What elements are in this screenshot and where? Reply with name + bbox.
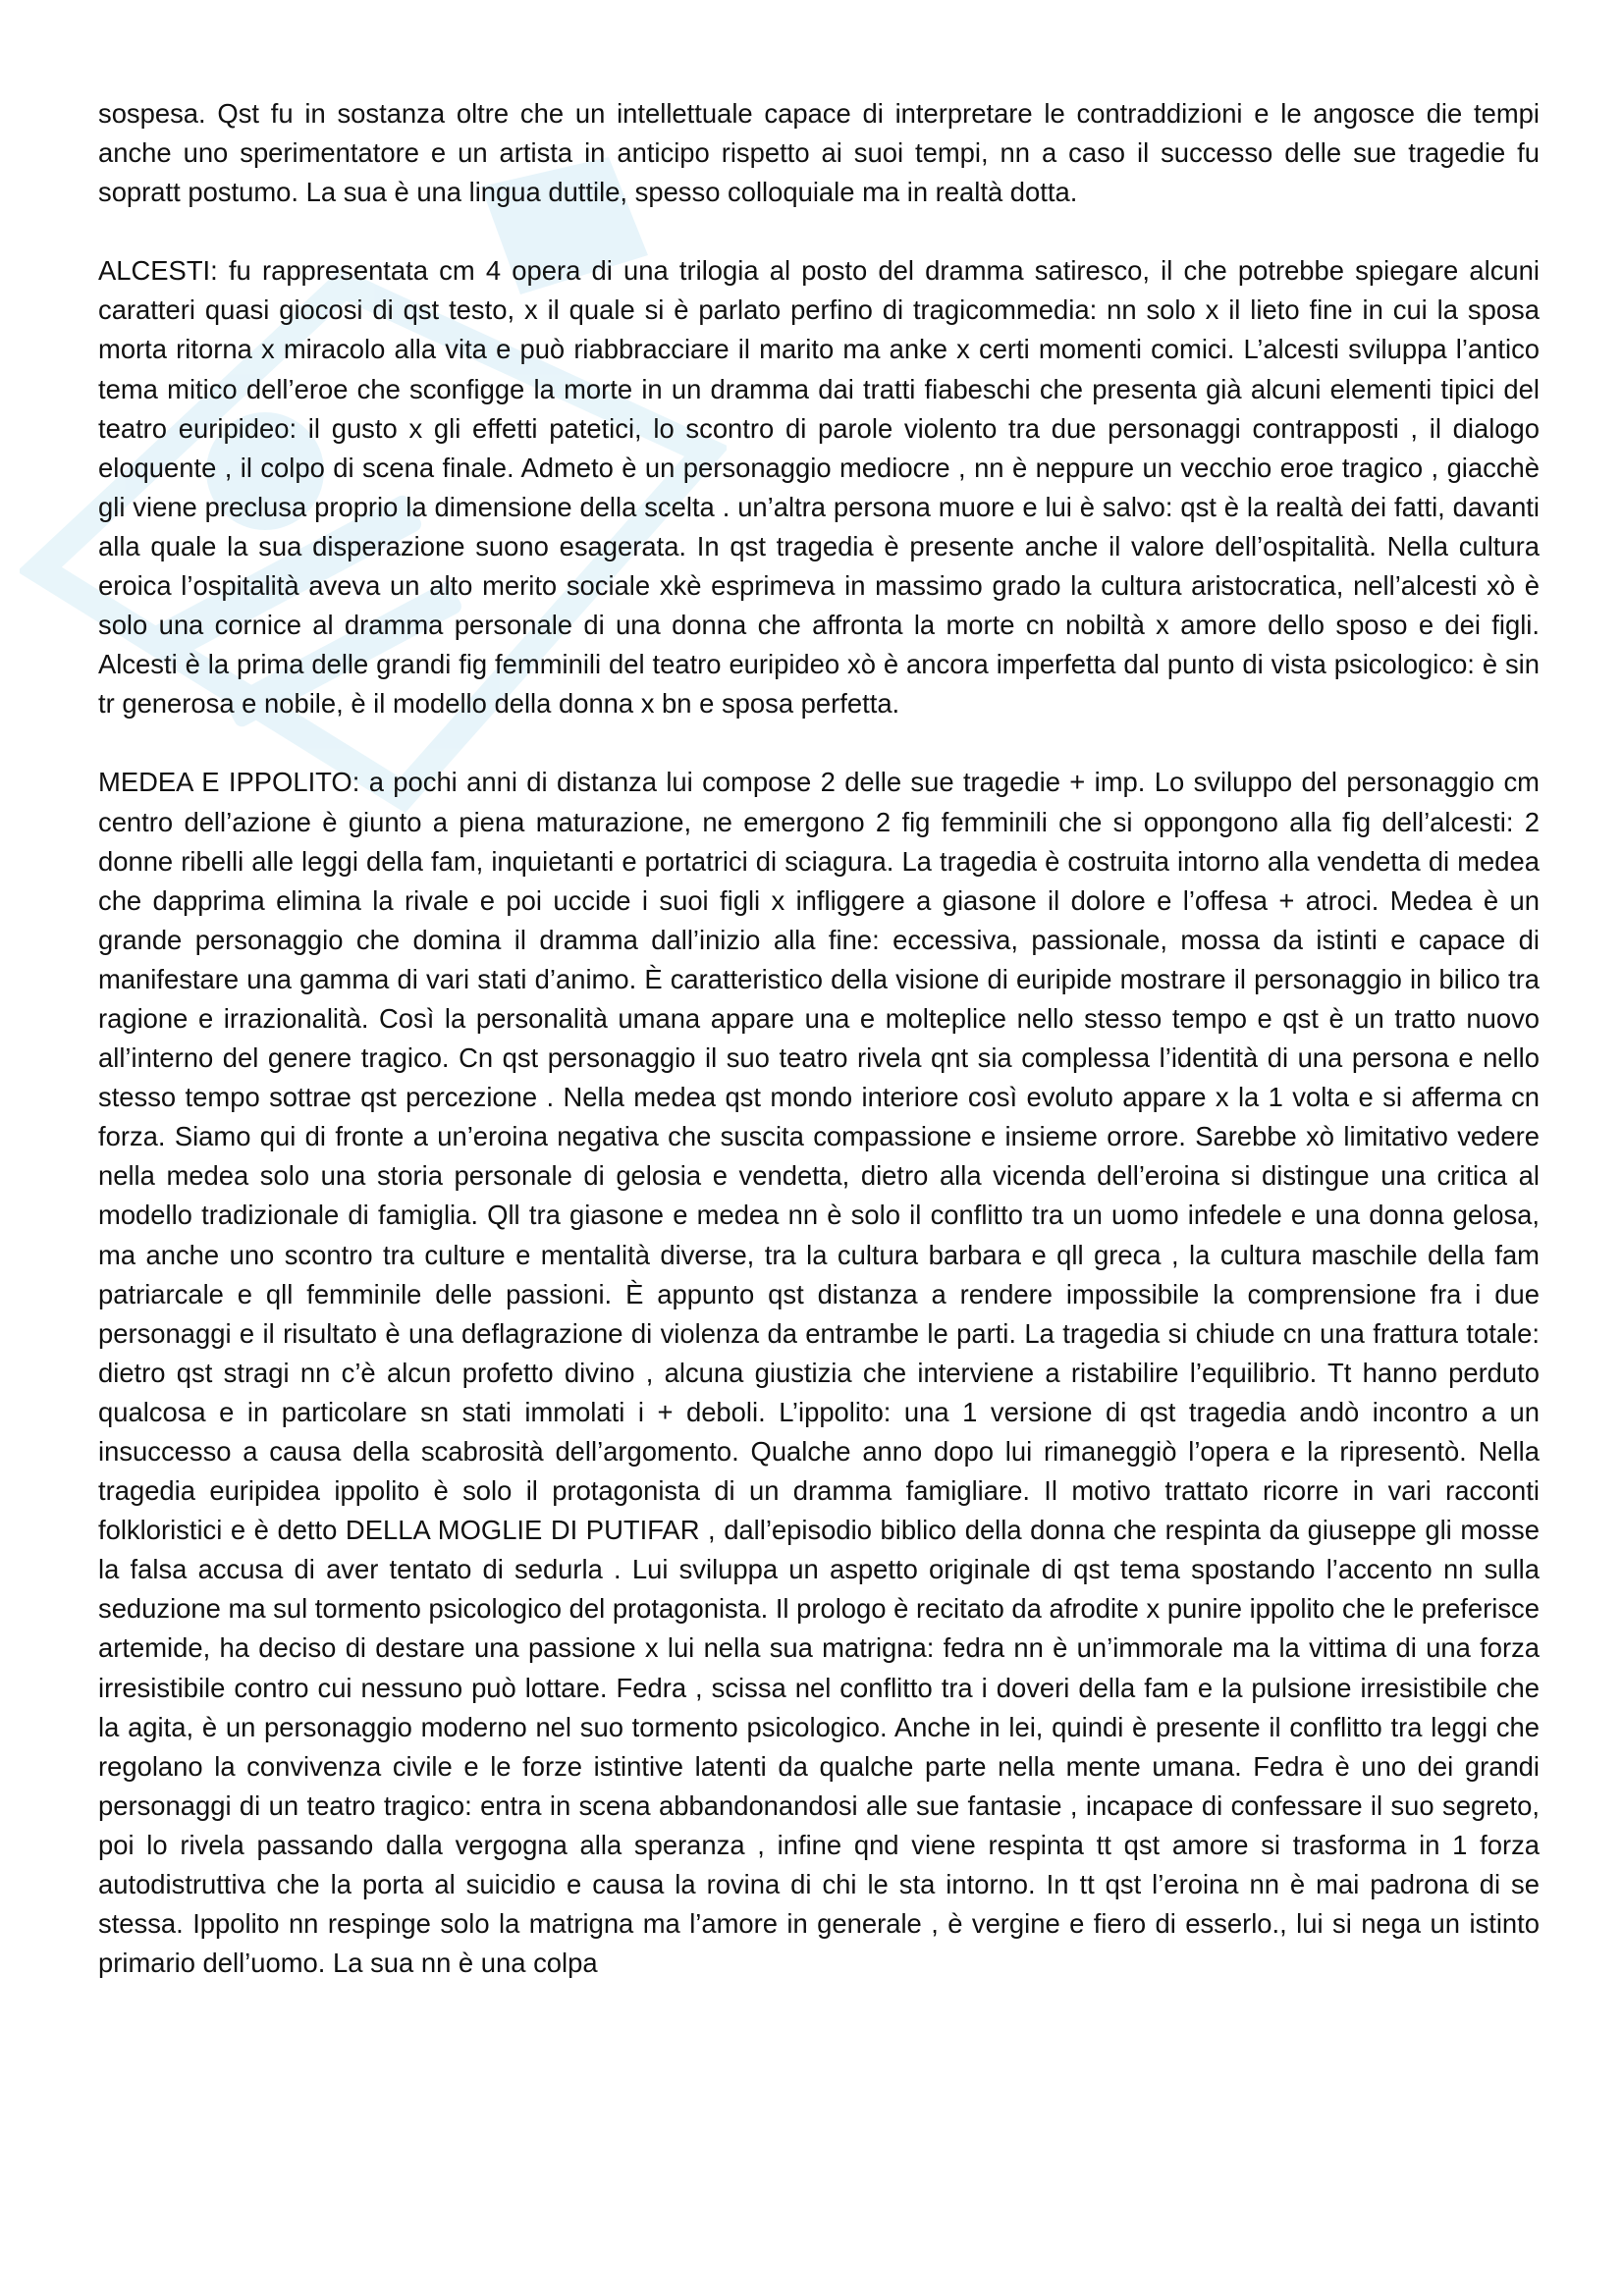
paragraph-medea-ippolito: MEDEA E IPPOLITO: a pochi anni di distanza lui compose 2 delle sue tragedie + imp. Lo sviluppo del personaggio cm centro dell’azione è giunto a piena maturazione, ne emergono 2 fig femminili che si oppongono alla fig dell’alcesti: 2 donne ribelli alle leggi della fam, inquietanti e portatrici di sciagura. La tragedia è costruita intorno alla vendetta di medea che dapprima elimina la rivale e poi uccide i suoi figli x infliggere a giasone il dolore e l’offesa + atroci. Medea è un grande personaggio che domina il dramma dall’inizio alla fine: eccessiva, passionale, mossa da istinti e capace di manifestare una gamma di vari stati d’animo. È caratteristico della visione di euripide mostrare il personaggio in bilico tra ragione e irrazionalità. Così la personalità umana appare una e molteplice nello stesso tempo e qst è un tratto nuovo all’interno del genere tragico. Cn qst personaggio il suo teatro rivela qnt sia complessa l’identità di una persona e nello stesso tempo sottrae qst percezione . Nella medea qst mondo interiore così evoluto appare x la 1 volta e si afferma cn forza. Siamo qui di fronte a un’eroina negativa che suscita compassione e insieme orrore. Sarebbe xò limitativo vedere nella medea solo una storia personale di gelosia e vendetta, dietro alla vicenda dell’eroina si distingue una critica al modello tradizionale di famiglia. Qll tra giasone e medea nn è solo il conflitto tra un uomo infedele e una donna gelosa, ma anche uno scontro tra culture e mentalità diverse, tra la cultura barbara e qll greca , la cultura maschile della fam patriarcale e qll femminile delle passioni. È appunto qst distanza a rendere impossibile la comprensione fra i due personaggi e il risultato è una deflagrazione di violenza da entrambe le parti. La tragedia si chiude cn una frattura totale: dietro qst stragi nn c’è alcun profetto divino , alcuna giustizia che interviene a ristabilire l’equilibrio. Tt hanno perduto qualcosa e in particolare sn stati immolati i + deboli. L’ippolito: una 1 versione di qst tragedia andò incontro a un insuccesso a causa della scabrosità dell’argomento. Qualche anno dopo lui rimaneggiò l’opera e la ripresentò. Nella tragedia euripidea ippolito è solo il protagonista di un dramma famigliare. Il motivo trattato ricorre in vari racconti folkloristici e è detto DELLA MOGLIE DI PUTIFAR , dall’episodio biblico della donna che respinta da giuseppe gli mosse la falsa accusa di aver tentato di sedurla . Lui sviluppa un aspetto originale di qst tema spostando l’accento nn sulla seduzione ma sul tormento psicologico del protagonista. Il prologo è recitato da afrodite x punire ippolito che le preferisce artemide, ha deciso di destare una passione x lui nella sua matrigna: fedra nn è un’immorale ma la vittima di una forza irresistibile contro cui nessuno può lottare. Fedra , scissa nel conflitto tra i doveri della fam e la pulsione irresistibile che la agita, è un personaggio moderno nel suo tormento psicologico. Anche in lei, quindi è presente il conflitto tra leggi che regolano la convivenza civile e le forze istintive latenti da qualche parte nella mente umana. Fedra è uno dei grandi personaggi di un teatro tragico: entra in scena abbandonandosi alle sue fantasie , incapace di confessare il suo segreto, poi lo rivela passando dalla vergogna alla speranza , infine qnd viene respinta tt qst amore si trasforma in 1 forza autodistruttiva che la porta al suicidio e causa la rovina di chi le sta intorno. In tt qst l’eroina nn è mai padrona di se stessa. Ippolito nn respinge solo la matrigna ma l’amore in generale , è vergine e fiero di esserlo., lui si nega un istinto primario dell’uomo. La sua nn è una colpa xyxy=(98,767,1540,1979)
document-page xyxy=(98,94,1540,1983)
paragraph-alcesti: ALCESTI: fu rappresentata cm 4 opera di una trilogia al posto del dramma satiresco, il che potrebbe spiegare alcuni caratteri quasi giocosi di qst testo, x il quale si è parlato perfino di tragicommedia: nn solo x il lieto fine in cui la sposa morta ritorna x miracolo alla vita e può riabbracciare il marito ma anke x certi momenti comici. L’alcesti sviluppa l’antico tema mitico dell’eroe che sconfigge la morte in un dramma dai tratti fiabeschi che presenta già alcuni elementi tipici del teatro euripideo: il gusto x gli effetti patetici, lo scontro di parole violento tra due personaggi contrapposti , il dialogo eloquente , il colpo di scena finale. Admeto è un personaggio mediocre , nn è neppure un vecchio eroe tragico , giacchè gli viene preclusa proprio la dimensione della scelta . un’altra persona muore e lui è salvo: qst è la realtà dei fatti, davanti alla quale la sua disperazione suono esagerata. In qst tragedia è presente anche il valore dell’ospitalità. Nella cultura eroica l’ospitalità aveva un alto merito sociale xkè esprimeva in massimo grado la cultura aristocratica, nell’alcesti xò è solo una cornice al dramma personale di una donna che affronta la morte cn nobiltà x amore dello sposo e dei figli. Alcesti è la prima delle grandi fig femminili del teatro euripideo xò è ancora imperfetta dal punto di vista psicologico: è sin tr generosa e nobile, è il modello della donna x bn e sposa perfetta. xyxy=(98,255,1540,720)
paragraph-intro: sospesa. Qst fu in sostanza oltre che un intellettuale capace di interpretare le contraddizioni e le angosce die tempi anche uno sperimentatore e un artista in anticipo rispetto ai suoi tempi, nn a caso il successo delle sue tragedie fu sopratt postumo. La sua è una lingua duttile, spesso colloquiale ma in realtà dotta. xyxy=(98,98,1540,208)
